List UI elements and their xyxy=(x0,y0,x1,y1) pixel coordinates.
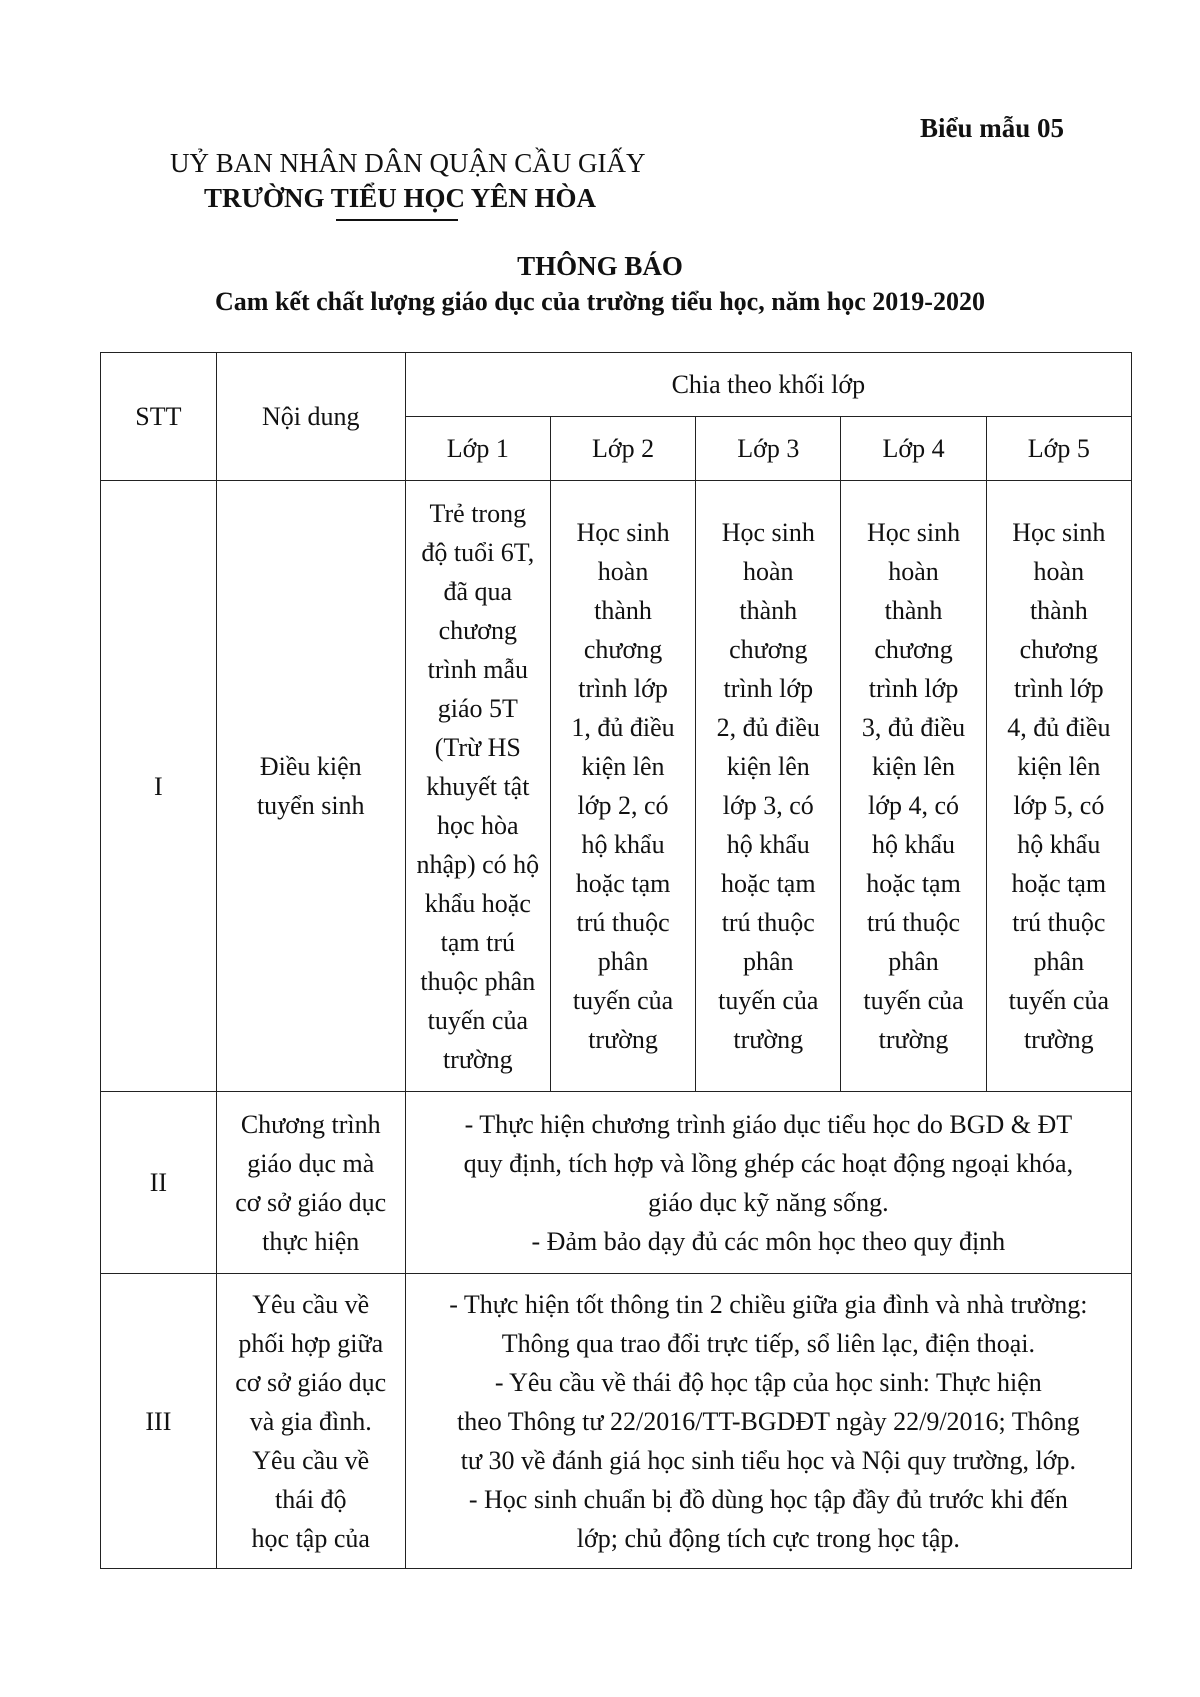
text-line: chương xyxy=(874,635,953,664)
text-line: Trẻ trong xyxy=(429,498,527,528)
text-line: trường xyxy=(588,1025,658,1054)
text-line: Học sinh xyxy=(721,518,815,547)
text-line: tuyển sinh xyxy=(256,791,365,820)
text-line: Học sinh xyxy=(1012,518,1106,547)
text-line: thực hiện xyxy=(262,1226,360,1256)
text-line: phân xyxy=(888,947,939,976)
text-line: trình lớp xyxy=(1014,674,1104,703)
text-line: - Thực hiện chương trình giáo dục tiểu học do BGD & ĐT xyxy=(464,1109,1073,1139)
text-line: 3, đủ điều xyxy=(861,713,966,742)
text-line: tuyến của xyxy=(572,986,674,1015)
text-line: thành xyxy=(1029,596,1088,625)
text-line: học hòa xyxy=(437,810,519,840)
table-header-row xyxy=(101,353,1132,417)
text-line: 1, đủ điều xyxy=(571,713,675,742)
text-line: thành xyxy=(594,596,652,625)
text-line: trú thuộc xyxy=(866,908,961,937)
document-title: THÔNG BÁO xyxy=(517,251,683,281)
text-line: tuyến của xyxy=(427,1005,528,1035)
text-line: trường xyxy=(733,1025,804,1054)
grade-5-cell xyxy=(986,481,1131,1092)
commitment-table xyxy=(100,352,1132,1569)
text-line: kiện lên xyxy=(581,752,665,781)
grade-1-cell xyxy=(405,481,550,1092)
text-line: Điều kiện xyxy=(259,752,362,781)
text-line: trường xyxy=(442,1044,513,1074)
text-line: trường xyxy=(878,1025,949,1054)
header-grade-1: Lớp 1 xyxy=(405,417,550,481)
grade-2-cell xyxy=(550,481,695,1092)
text-line: đã qua xyxy=(443,576,513,606)
text-line: phân xyxy=(743,947,794,976)
school-underline xyxy=(336,219,458,221)
grade-3-cell xyxy=(696,481,841,1092)
text-line: tuyến của xyxy=(863,986,964,1015)
text-line: hoặc tạm xyxy=(1011,869,1107,898)
text-line: Thông qua trao đổi trực tiếp, sổ liên lạc, điện thoại. xyxy=(501,1328,1035,1358)
text-line: phân xyxy=(597,947,649,976)
text-line: cơ sở giáo dục xyxy=(235,1187,387,1217)
school-name: TRƯỜNG TIỂU HỌC YÊN HÒA xyxy=(204,183,597,213)
agency-name: UỶ BAN NHÂN DÂN QUẬN CẦU GIẤY xyxy=(170,148,646,178)
text-line: thuộc phân xyxy=(420,966,536,996)
row-content xyxy=(216,1092,405,1274)
text-line: - Học sinh chuẩn bị đồ dùng học tập đầy đủ trước khi đến xyxy=(468,1484,1068,1514)
text-line: trình lớp xyxy=(868,674,959,703)
text-line: giáo dục kỹ năng sống. xyxy=(648,1187,889,1217)
text-line: tạm trú xyxy=(440,927,515,957)
text-line: theo Thông tư 22/2016/TT-BGDĐT ngày 22/9/2016; Thông xyxy=(457,1406,1080,1436)
text-line: chương xyxy=(583,635,663,664)
table-row xyxy=(101,1092,1132,1274)
text-line: thái độ xyxy=(274,1484,347,1514)
text-line: trình lớp xyxy=(723,674,814,703)
text-line: thành xyxy=(884,596,943,625)
text-line: trình mẫu xyxy=(427,654,528,684)
header-grade-group: Chia theo khối lớp xyxy=(405,353,1131,417)
text-line: hộ khẩu xyxy=(581,830,665,859)
text-line: trú thuộc xyxy=(576,908,670,937)
text-line: - Thực hiện tốt thông tin 2 chiều giữa gia đình và nhà trường: xyxy=(449,1289,1088,1319)
row-number: I xyxy=(101,481,217,1092)
text-line: (Trừ HS xyxy=(434,732,521,762)
text-line: hoàn xyxy=(1033,557,1085,586)
text-line: và gia đình. xyxy=(249,1406,372,1436)
text-line: tuyến của xyxy=(718,986,819,1015)
row-number: II xyxy=(101,1092,217,1274)
header-content: Nội dung xyxy=(216,353,405,481)
text-line: giáo dục mà xyxy=(247,1148,375,1178)
text-line: kiện lên xyxy=(872,752,956,781)
text-line: hoàn xyxy=(597,557,649,586)
text-line: - Yêu cầu về thái độ học tập của học sinh: Thực hiện xyxy=(494,1367,1042,1397)
text-line: hoặc tạm xyxy=(721,869,816,898)
text-line: chương xyxy=(729,635,808,664)
text-line: thành xyxy=(739,596,798,625)
text-line: cơ sở giáo dục xyxy=(235,1367,387,1397)
text-line: lớp 5, có xyxy=(1013,791,1105,820)
text-line: kiện lên xyxy=(1017,752,1101,781)
text-line: chương xyxy=(438,615,518,645)
text-line: độ tuổi 6T, xyxy=(421,537,535,567)
text-line: lớp; chủ động tích cực trong học tập. xyxy=(576,1523,960,1553)
text-line: Yêu cầu về xyxy=(252,1445,370,1475)
text-line: lớp 2, có xyxy=(577,791,669,820)
text-line: tuyến của xyxy=(1008,986,1109,1015)
text-line: lớp 3, có xyxy=(722,791,814,820)
text-line: Học sinh xyxy=(866,518,961,547)
text-line: khuyết tật xyxy=(426,771,530,801)
text-line: hộ khẩu xyxy=(726,830,810,859)
text-line: tư 30 về đánh giá học sinh tiểu học và Nội quy trường, lớp. xyxy=(460,1445,1076,1475)
text-line: hộ khẩu xyxy=(1017,830,1101,859)
row-content xyxy=(216,481,405,1092)
text-line: kiện lên xyxy=(726,752,810,781)
text-line: 4, đủ điều xyxy=(1007,713,1111,742)
header-grade-4: Lớp 4 xyxy=(841,417,986,481)
text-line: trình lớp xyxy=(578,674,668,703)
text-line: hoàn xyxy=(743,557,794,586)
text-line: hoàn xyxy=(888,557,939,586)
grade-4-cell xyxy=(841,481,986,1092)
text-line: 2, đủ điều xyxy=(716,713,820,742)
text-line: lớp 4, có xyxy=(868,791,960,820)
text-line: khẩu hoặc xyxy=(424,888,531,918)
text-line: trú thuộc xyxy=(721,908,815,937)
header-grade-5: Lớp 5 xyxy=(986,417,1131,481)
text-line: trú thuộc xyxy=(1012,908,1106,937)
text-line: chương xyxy=(1019,635,1099,664)
header-stt: STT xyxy=(101,353,217,481)
row-description xyxy=(405,1092,1131,1274)
text-line: trường xyxy=(1023,1025,1094,1054)
text-line: phân xyxy=(1033,947,1085,976)
text-line: Chương trình xyxy=(240,1109,381,1139)
form-number: Biểu mẫu 05 xyxy=(920,113,1065,143)
text-line: - Đảm bảo dạy đủ các môn học theo quy định xyxy=(531,1226,1006,1256)
text-line: hộ khẩu xyxy=(872,830,956,859)
row-number: III xyxy=(101,1274,217,1569)
header-grade-2: Lớp 2 xyxy=(550,417,695,481)
header-grade-3: Lớp 3 xyxy=(696,417,841,481)
text-line: phối hợp giữa xyxy=(238,1328,384,1358)
text-line: Yêu cầu về xyxy=(252,1289,370,1319)
text-line: hoặc tạm xyxy=(866,869,961,898)
text-line: học tập của xyxy=(251,1523,370,1553)
row-content xyxy=(216,1274,405,1569)
text-line: Học sinh xyxy=(576,518,670,547)
table-row xyxy=(101,1274,1132,1569)
text-line: quy định, tích hợp và lồng ghép các hoạt động ngoại khóa, xyxy=(463,1148,1074,1178)
text-line: giáo 5T xyxy=(437,693,518,723)
row-description xyxy=(405,1274,1131,1569)
text-line: hoặc tạm xyxy=(575,869,671,898)
table-row xyxy=(101,481,1132,1092)
text-line: nhập) có hộ xyxy=(416,849,540,879)
document-subtitle: Cam kết chất lượng giáo dục của trường tiểu học, năm học 2019-2020 xyxy=(215,287,985,316)
